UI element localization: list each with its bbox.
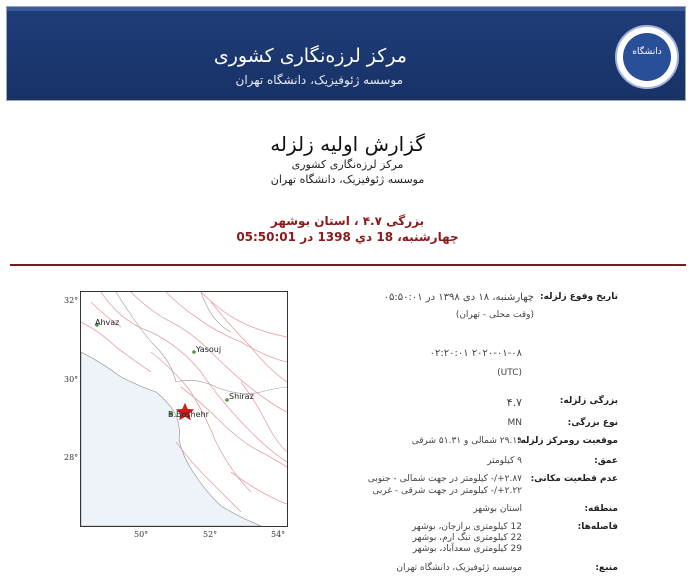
field-utc-value: ۲۰۲۰-۰۱-۰۸ ۰۲:۲۰:۰۱ [429, 348, 522, 359]
lat-tick: 28° [64, 453, 79, 462]
field-distance-3: 29 کیلومتری سعدآباد، بوشهر [412, 544, 522, 554]
lat-tick: 30° [64, 375, 79, 384]
banner-subtitle: موسسه ژئوفیزیک، دانشگاه تهران [235, 73, 403, 87]
field-uncertainty-line2: ۲.۲۲+/- کیلومتر در جهت شرقی - غربی [372, 486, 522, 496]
field-date-note-text: (وقت محلی - تهران) [455, 310, 534, 320]
site-banner [6, 6, 686, 101]
field-uncertainty-label: عدم قطعیت مکانی: [530, 474, 618, 484]
lon-tick: 54° [271, 530, 286, 539]
field-magnitude-label: بزرگی زلزله: [559, 396, 618, 406]
city-label-ahvaz: Ahvaz [95, 318, 120, 327]
lon-tick: 50° [134, 530, 149, 539]
headline-datetime: چهارشنبه، 18 دي 1398 در 05:50:01 [236, 230, 459, 244]
city-label-bushehr: B.Boshehr [168, 410, 209, 419]
field-magtype-label: نوع بزرگی: [567, 418, 618, 428]
field-date-value: چهارشنبه، ۱۸ دی ۱۳۹۸ در ۰۵:۵۰:۰۱ [383, 292, 534, 303]
field-epicenter-value: ۲۹.۱۹ شمالی و ۵۱.۳۱ شرقی [411, 436, 522, 446]
report-title: گزارش اولیه زلزله [270, 132, 425, 156]
map-svg [81, 292, 287, 526]
banner-highlight [7, 7, 685, 11]
section-divider [10, 264, 686, 266]
banner-title: مرکز لرزه‌نگاری کشوری [213, 45, 407, 67]
field-source-label: منبع: [595, 563, 618, 573]
field-region-value: استان بوشهر [473, 504, 522, 514]
field-uncertainty-line1: ۲.۸۷+/- کیلومتر در جهت شمالی - جنوبی [367, 474, 522, 484]
field-depth-label: عمق: [594, 456, 618, 466]
gulf-water [81, 352, 261, 526]
field-utc-note-text: (UTC) [497, 368, 522, 378]
report-org-line: مرکز لرزه‌نگاری کشوری [291, 158, 404, 171]
report-fields [300, 288, 618, 578]
field-depth-value: ۹ کیلومتر [487, 456, 522, 466]
field-magnitude-value: ۴.۷ [506, 396, 522, 409]
field-magtype-value: MN [507, 418, 522, 428]
headline-magnitude: بزرگی ۴.۷ ، استان بوشهر [270, 214, 425, 228]
field-distance-1: 12 کیلومتری برازجان، بوشهر [411, 522, 522, 532]
field-epicenter-label: موقعیت رومرکز زلزله: [516, 436, 618, 446]
epicenter-map[interactable] [80, 291, 288, 527]
city-label-yasouj: Yasouj [196, 345, 222, 354]
logo-text: دانشگاه [632, 47, 662, 57]
field-region-label: منطقه: [584, 504, 618, 514]
field-source-value: موسسه ژئوفیزیک، دانشگاه تهران [396, 563, 522, 573]
lat-tick: 32° [64, 296, 79, 305]
report-institute-line: موسسه ژئوفیزیک، دانشگاه تهران [270, 173, 425, 186]
university-logo-icon[interactable] [615, 25, 679, 89]
lon-tick: 52° [203, 530, 218, 539]
city-label-shiraz: Shiraz [229, 392, 254, 401]
field-date-label: تاریخ وقوع زلزله: [540, 292, 618, 302]
field-distance-2: 22 کیلومتری تنگ ارم، بوشهر [412, 533, 522, 543]
field-distances-label: فاصله‌ها: [577, 522, 618, 532]
logo-emblem [623, 33, 671, 81]
